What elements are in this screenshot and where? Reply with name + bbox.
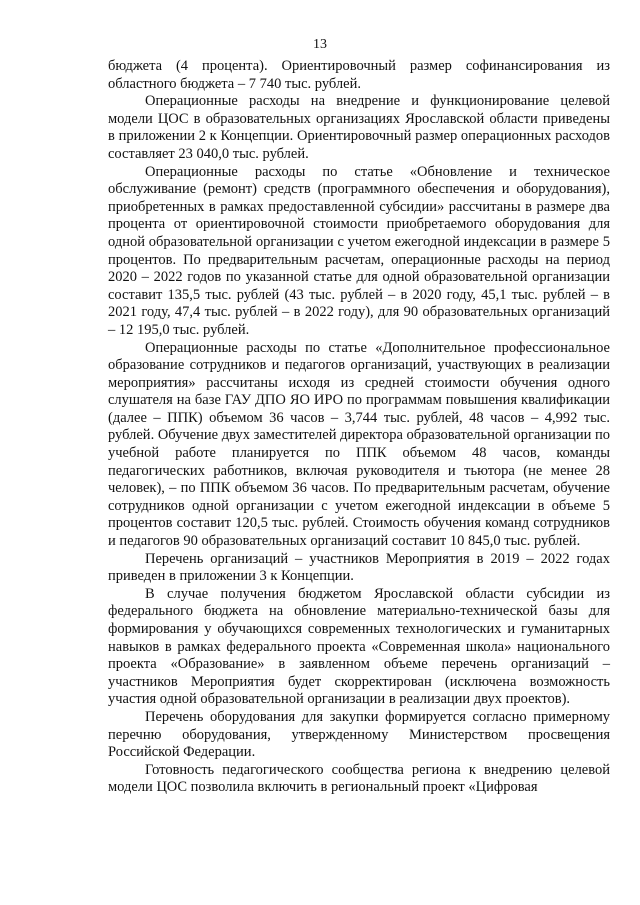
paragraph-3: Операционные расходы по статье «Обновление и техническое обслуживание (ремонт) средств (программного обеспечения и оборудования), приобретенных в рамках предоставленной субсидии» рассчитаны в размере два процента от ориентировочной стоимости приобретаемого оборудования для одной образовательной организации с учетом ежегодной индексации в размере 5 процентов. По предварительным расчетам, операционные расходы на период 2020 – 2022 годов по указанной статье для одной образовательной организации составит 135,5 тыс. рублей (43 тыс. рублей – в 2020 году, 45,1 тыс. рублей – в 2021 году, 47,4 тыс. рублей – в 2022 году), для 90 образовательных организаций – 12 195,0 тыс. рублей. — [108, 163, 610, 338]
body-text — [108, 58, 610, 797]
paragraph-6: В случае получения бюджетом Ярославской области субсидии из федерального бюджета на обновление материально-технической базы для формирования у обучающихся современных технологических и гуманитарных навыков в рамках федерального проекта «Современная школа» национального проекта «Образование» в заявленном объеме перечень организаций – участников Мероприятия будет скорректирован (исключена возможность участия одной образовательной организации в реализации двух проектов). — [108, 585, 610, 708]
paragraph-2: Операционные расходы на внедрение и функционирование целевой модели ЦОС в образовательных организациях Ярославской области приведены в приложении 2 к Концепции. Ориентировочный размер операционных расходов составляет 23 040,0 тыс. рублей. — [108, 93, 610, 162]
paragraph-8: Готовность педагогического сообщества региона к внедрению целевой модели ЦОС позволила включить в региональный проект «Цифровая — [108, 761, 610, 796]
paragraph-5: Перечень организаций – участников Мероприятия в 2019 – 2022 годах приведен в приложении 3 к Концепции. — [108, 550, 610, 585]
paragraph-7: Перечень оборудования для закупки формируется согласно примерному перечню оборудования, утвержденному Министерством просвещения Российской Федерации. — [108, 708, 610, 761]
paragraph-4: Операционные расходы по статье «Дополнительное профессиональное образование сотрудников и педагогов организаций, участвующих в реализации мероприятия» рассчитаны исходя из средней стоимости обучения одного слушателя на базе ГАУ ДПО ЯО ИРО по программам повышения квалификации (далее – ППК) объемом 36 часов – 3,744 тыс. рублей, 48 часов – 4,992 тыс. рублей. Обучение двух заместителей директора образовательной организации по учебной работе планируется по ППК объемом 48 часов, команды педагогических работников, включая руководителя и тьютора (не менее 28 человек), – по ППК объемом 36 часов. По предварительным расчетам, обучение сотрудников одной организации с учетом ежегодной индексации в объеме 5 процентов составит 120,5 тыс. рублей. Стоимость обучения команд сотрудников и педагогов 90 образовательных организаций составит 10 845,0 тыс. рублей. — [108, 339, 610, 550]
paragraph-1: бюджета (4 процента). Ориентировочный размер софинансирования из областного бюджета – 7 740 тыс. рублей. — [108, 58, 610, 92]
page-number: 13 — [313, 37, 327, 52]
